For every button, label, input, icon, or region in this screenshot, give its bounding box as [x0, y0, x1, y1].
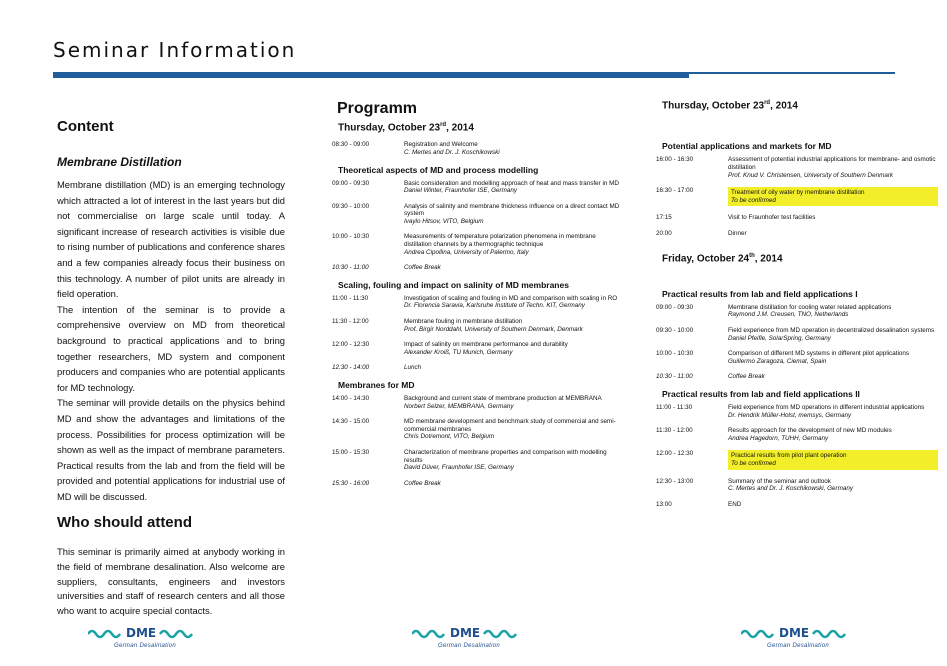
- row-time: 15:30 - 16:00: [332, 479, 370, 487]
- programme-section: [332, 141, 622, 156]
- row-description: [728, 350, 938, 365]
- talk-speaker: Ivaylo Hitsov, VITO, Belgium: [404, 217, 484, 225]
- talk-title: Results approach for the development of new MD modules: [728, 427, 892, 435]
- attend-heading: Who should attend: [57, 514, 192, 532]
- row-time: 11:00 - 11:30: [656, 403, 693, 411]
- row-description: [404, 295, 622, 310]
- row-description: [404, 141, 622, 156]
- row-description: [728, 501, 938, 509]
- row-description: [404, 180, 622, 195]
- programme-row: [656, 187, 938, 206]
- row-description: [404, 341, 622, 356]
- row-time: 08:30 - 09:00: [332, 141, 370, 149]
- row-time: 12:00 - 12:30: [656, 450, 694, 458]
- logo-wordmark: DME: [779, 626, 810, 640]
- programme-row: [332, 395, 622, 410]
- talk-title: Coffee Break: [728, 373, 765, 381]
- row-time: 09:30 - 10:00: [332, 202, 370, 210]
- talk-speaker: Alexander Kroiß, TU Munich, Germany: [404, 348, 513, 356]
- talk-title: Assessment of potential industrial applications for membrane- and osmotic distillation: [728, 156, 936, 171]
- programme-row: [656, 478, 938, 493]
- day-heading: Friday, October 24th, 2014: [662, 253, 783, 265]
- dme-logo: [741, 624, 851, 658]
- row-description: [728, 327, 938, 342]
- talk-speaker: To be confirmed: [731, 196, 776, 204]
- programme-section: [656, 389, 938, 508]
- row-description: [404, 395, 622, 410]
- row-description: [728, 187, 938, 206]
- programme-row: [332, 318, 622, 333]
- talk-title: Coffee Break: [404, 264, 441, 272]
- header-rule-thin: [689, 72, 895, 74]
- attend-paragraph: This seminar is primarily aimed at anybody working in the field of membrane desalination. Also welcome are suppliers, consultants, engineers and investors universities and staff of research centers and all those who want to acquire special contacts.: [57, 546, 285, 616]
- day-heading: Thursday, October 23rd, 2014: [662, 100, 798, 112]
- section-title: Practical results from lab and field applications I: [662, 288, 858, 299]
- programme-row: [656, 427, 938, 442]
- talk-speaker: C. Mertes and Dr. J. Koschikowski: [404, 148, 500, 156]
- row-description: [728, 304, 938, 319]
- programme-row: [332, 449, 622, 472]
- talk-speaker: Prof. Knud V. Christensen, University of Southern Denmark: [728, 171, 894, 179]
- programme-heading: Programm: [337, 100, 418, 117]
- programme-row: [332, 295, 622, 310]
- row-description: [728, 450, 938, 469]
- talk-speaker: David Düver, Fraunhofer ISE, Germany: [404, 464, 514, 472]
- content-paragraph-2: The intention of the seminar is to provide a comprehensive overview on MD from theoretical background to practical applications and to bring together researchers, MD system and component producers and companies who are potential applicants for MD technology.: [57, 303, 285, 393]
- programme-row: [656, 404, 938, 419]
- row-time: 17:15: [656, 214, 672, 222]
- talk-title: Visit to Fraunhofer test facilities: [728, 214, 816, 222]
- talk-title: Practical results from pilot plant operation: [731, 452, 847, 460]
- row-description: [404, 203, 622, 226]
- programme-row: [332, 141, 622, 156]
- talk-title: Characterization of membrane properties and comparison with modelling results: [404, 448, 607, 464]
- row-time: 14:30 - 15:00: [332, 418, 370, 426]
- programme-row: [332, 203, 622, 226]
- programme-row: [656, 327, 938, 342]
- row-description: [404, 480, 622, 488]
- talk-title: Measurements of temperature polarization phenomena in membrane distillation channels by a thermographic technique: [404, 233, 596, 249]
- day-heading: Thursday, October 23rd, 2014: [338, 122, 474, 134]
- programme-row: [332, 418, 622, 441]
- row-time: 12:00 - 12:30: [332, 341, 370, 349]
- section-title: Practical results from lab and field applications II: [662, 388, 860, 399]
- programme-row: [332, 364, 622, 372]
- talk-title: Background and current state of membrane production at MEMBRANA: [404, 395, 602, 403]
- talk-speaker: Dr. Hendrik Müller-Holst, memsys, Germany: [728, 411, 852, 419]
- logo-subtitle: German Desalination: [114, 643, 177, 649]
- programme-column-thursday: [332, 100, 622, 495]
- talk-title: Comparison of different MD systems in different pilot applications: [728, 350, 910, 358]
- section-title: Theoretical aspects of MD and process modelling: [338, 164, 539, 175]
- content-column: [57, 118, 285, 618]
- row-time: 13:00: [656, 500, 672, 508]
- dme-logo: [412, 624, 522, 658]
- row-description: [404, 449, 622, 472]
- programme-row: [656, 450, 938, 469]
- page-title: Seminar Information: [53, 38, 297, 62]
- row-time: 12:30 - 13:00: [656, 477, 694, 485]
- row-description: [404, 418, 622, 441]
- programme-section: [332, 165, 622, 272]
- row-time: 09:00 - 09:30: [656, 303, 694, 311]
- talk-title: Dinner: [728, 229, 747, 237]
- talk-speaker: Guillermo Zaragoza, Ciemat, Spain: [728, 357, 827, 365]
- row-description: [728, 404, 938, 419]
- talk-title: Treatment of oily water by membrane distillation: [731, 189, 865, 197]
- talk-title: END: [728, 500, 742, 508]
- row-description: [404, 318, 622, 333]
- talk-speaker: Andrea Hagedorn, TUHH, Germany: [728, 434, 829, 442]
- section-title: Membranes for MD: [338, 380, 415, 391]
- row-time: 11:30 - 12:00: [332, 318, 369, 326]
- talk-speaker: Prof. Birgir Norddahl, University of Southern Denmark, Denmark: [404, 325, 583, 333]
- talk-speaker: To be confirmed: [731, 459, 776, 467]
- row-time: 10:30 - 11:00: [332, 264, 369, 272]
- programme-row: [656, 214, 938, 222]
- talk-speaker: Chris Dotremont, VITO, Belgium: [404, 433, 495, 441]
- programme-row: [656, 501, 938, 509]
- talk-title: Registration and Welcome: [404, 141, 478, 149]
- content-paragraph-1: Membrane distillation (MD) is an emerging technology which attracted a lot of interest in the last years but did not commercialise on large scale until today. A significant increase of research activities is visible due to rising number of publications and conference shares and a few companies already focus their business on this technology. A number of pilot units are already in field operation.: [57, 179, 285, 300]
- row-time: 11:30 - 12:00: [656, 427, 693, 435]
- programme-row: [656, 156, 938, 179]
- row-time: 09:30 - 10:00: [656, 327, 694, 334]
- content-heading: Content: [57, 118, 114, 135]
- talk-speaker: Daniel Pfeifle, SolarSpring, Germany: [728, 334, 831, 342]
- talk-title: Analysis of salinity and membrane thickness influence on a direct contact MD system: [404, 202, 620, 218]
- row-description: [728, 156, 938, 179]
- programme-section: [656, 141, 938, 237]
- talk-title: Membrane distillation for cooling water related applications: [728, 303, 892, 311]
- talk-speaker: Dr. Florencia Saravia, Karlsruhe Institute of Techn. KIT, Germany: [404, 302, 585, 310]
- logo-subtitle: German Desalination: [767, 643, 830, 649]
- programme-column-continued: [656, 100, 938, 516]
- row-description: [404, 233, 622, 256]
- talk-speaker: Norbert Selzer, MEMBRANA, Germany: [404, 402, 514, 410]
- row-time: 11:00 - 11:30: [332, 294, 369, 302]
- row-description: [728, 214, 938, 222]
- programme-row: [656, 350, 938, 365]
- programme-section: [332, 280, 622, 372]
- row-description: [404, 364, 622, 372]
- talk-speaker: Andrea Cipollina, University of Palermo, Italy: [404, 248, 529, 256]
- programme-row: [332, 264, 622, 272]
- talk-title: Impact of salinity on membrane performance and durability: [404, 341, 568, 349]
- section-title: Scaling, fouling and impact on salinity of MD membranes: [338, 279, 569, 290]
- talk-speaker: C. Mertes and Dr. J. Koschikowski, Germany: [728, 485, 854, 493]
- md-subheading: Membrane Distillation: [57, 155, 182, 169]
- dme-logo: [88, 624, 198, 658]
- row-time: 16:00 - 16:30: [656, 156, 694, 164]
- row-time: 10:00 - 10:30: [656, 350, 694, 358]
- section-title: Potential applications and markets for MD: [662, 141, 832, 152]
- talk-title: MD membrane development and benchmark study of commercial and semi-commercial membranes: [404, 418, 616, 433]
- row-description: [728, 373, 938, 381]
- talk-speaker: Raymond J.M. Creusen, TNO, Netherlands: [728, 311, 849, 319]
- programme-row: [332, 480, 622, 488]
- talk-title: Field experience from MD operations in different industrial applications: [728, 403, 925, 411]
- row-time: 12:30 - 14:00: [332, 364, 370, 372]
- talk-title: Lunch: [404, 364, 422, 372]
- content-paragraph-3: The seminar will provide details on the physics behind MD and show the advantages and limitations of the process. Possibilities for process optimization will be shown as well as the impact of membrane parameters. Practical results from the lab and from the field will be provided and potential applications for industrial use of MD will be discussed.: [57, 397, 285, 502]
- talk-title: Investigation of scaling and fouling in MD and comparison with scaling in RO: [404, 294, 618, 302]
- programme-row: [332, 341, 622, 356]
- programme-row: [332, 180, 622, 195]
- programme-row: [656, 373, 938, 381]
- row-time: 10:30 - 11:00: [656, 373, 693, 381]
- programme-section: [332, 380, 622, 487]
- row-time: 16:30 - 17:00: [656, 187, 694, 195]
- row-description: [728, 230, 938, 238]
- logo-wordmark: DME: [126, 626, 157, 640]
- programme-row: [656, 230, 938, 238]
- programme-row: [656, 304, 938, 319]
- programme-row: [332, 233, 622, 256]
- logo-wordmark: DME: [450, 626, 481, 640]
- talk-title: Coffee Break: [404, 479, 441, 487]
- row-time: 20:00: [656, 229, 672, 237]
- talk-title: Basic consideration and modelling approach of heat and mass transfer in MD: [404, 179, 619, 187]
- talk-title: Membrane fouling in membrane distillation: [404, 318, 523, 326]
- row-time: 14:00 - 14:30: [332, 395, 370, 403]
- row-description: [404, 264, 622, 272]
- row-time: 09:00 - 09:30: [332, 179, 370, 187]
- row-time: 10:00 - 10:30: [332, 233, 370, 241]
- talk-speaker: Daniel Winter, Fraunhofer ISE, Germany: [404, 187, 517, 195]
- row-description: [728, 427, 938, 442]
- header-rule-thick: [53, 72, 689, 78]
- talk-title: Field experience from MD operation in decentralized desalination systems: [728, 327, 935, 334]
- row-description: [728, 478, 938, 493]
- talk-title: Summary of the seminar and outlook: [728, 477, 831, 485]
- programme-section: [656, 289, 938, 381]
- row-time: 15:00 - 15:30: [332, 448, 370, 456]
- logo-subtitle: German Desalination: [438, 643, 501, 649]
